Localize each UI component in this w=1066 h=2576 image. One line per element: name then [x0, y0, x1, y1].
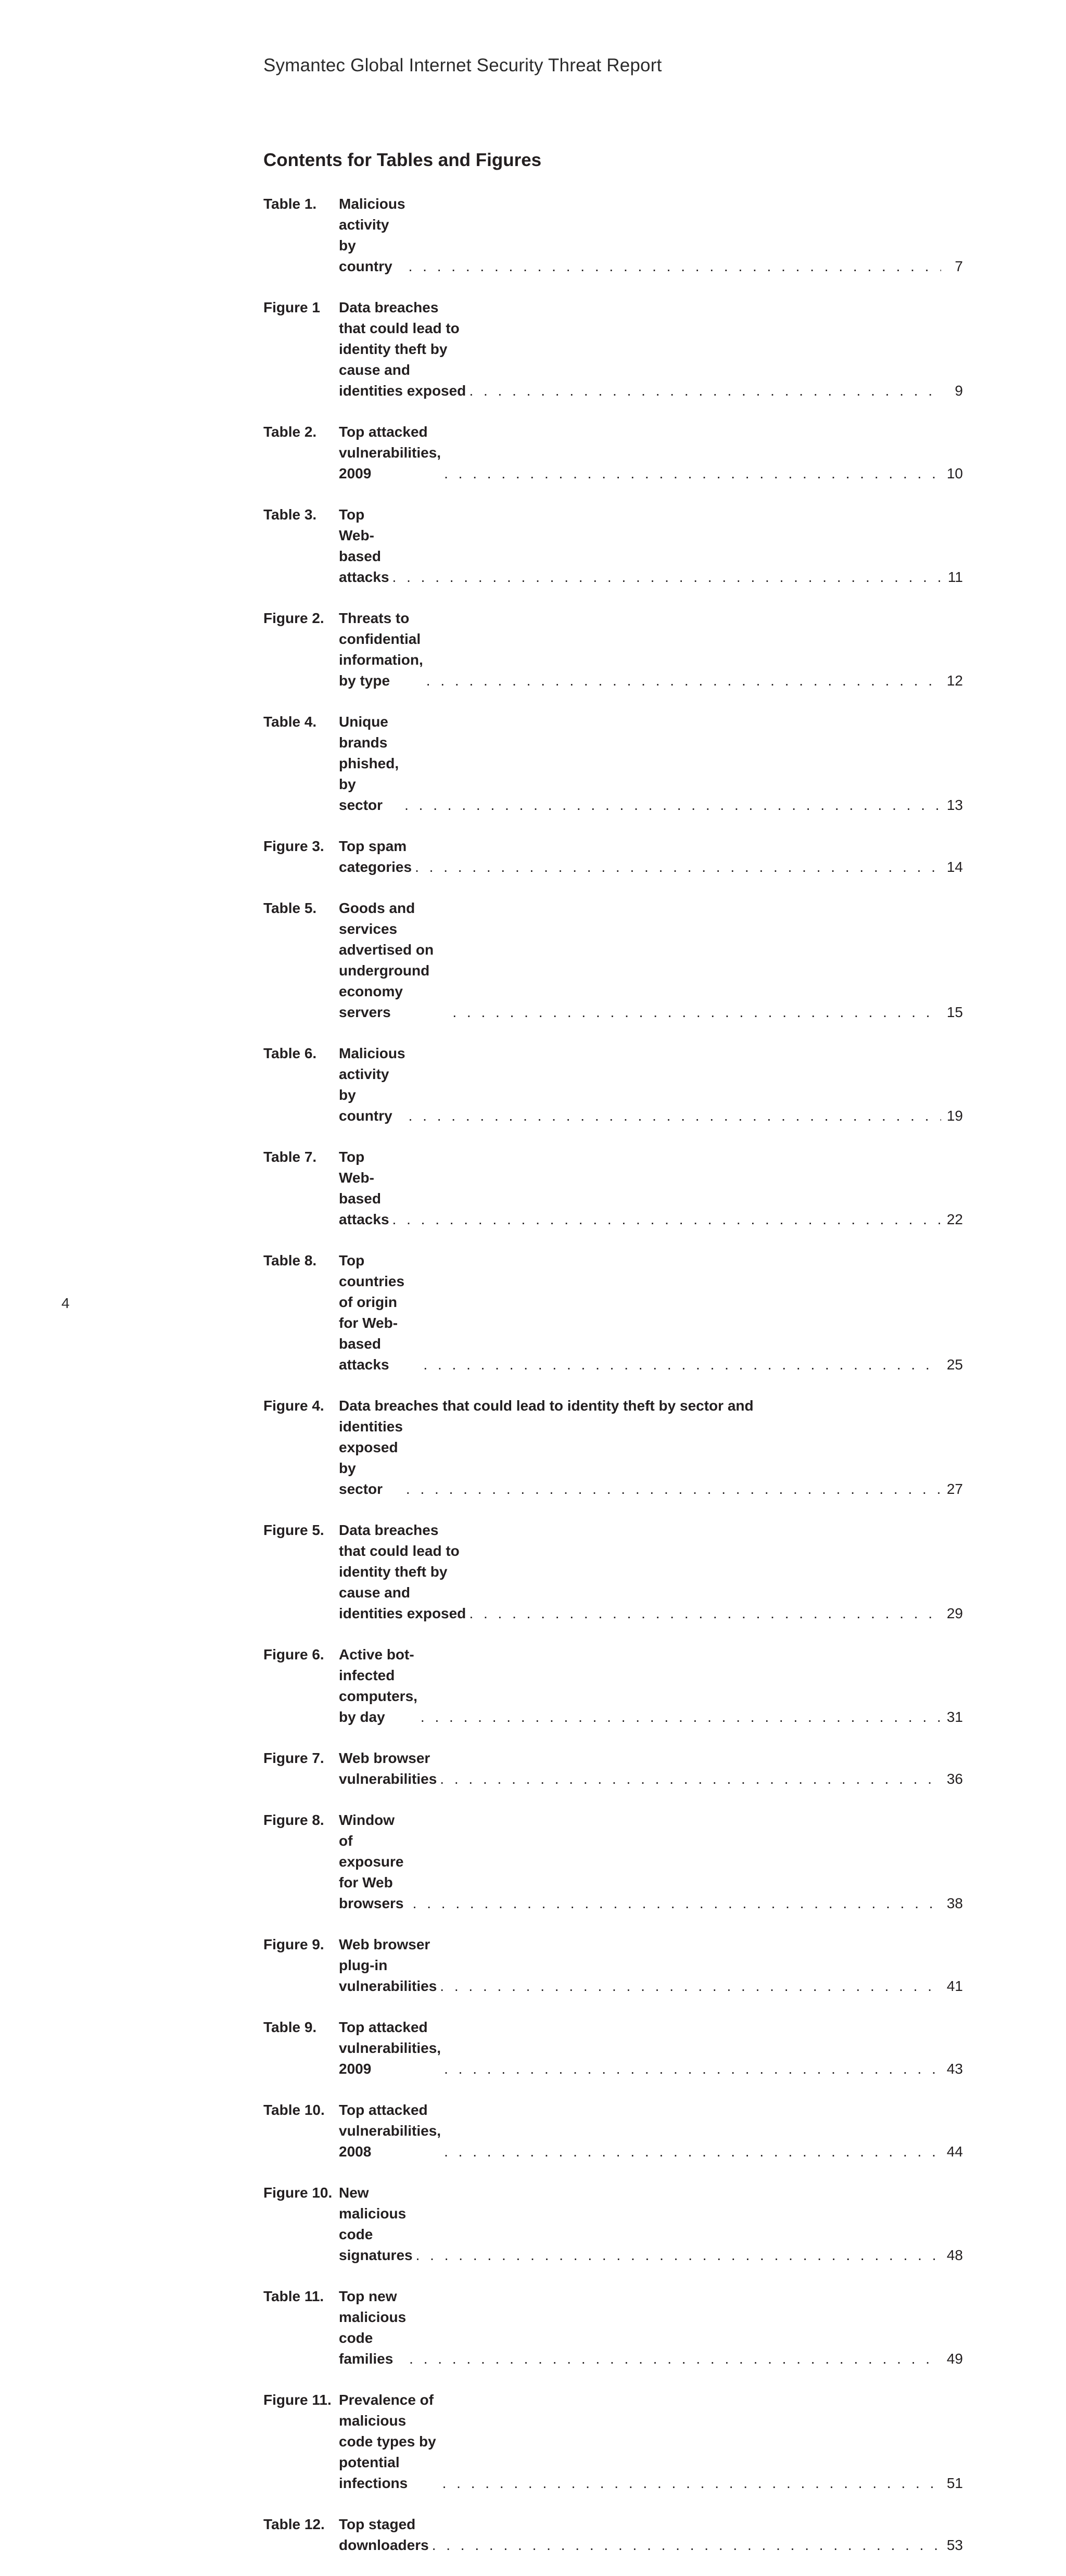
toc-entry-page: 22: [946, 1211, 963, 1227]
toc-entry[interactable]: [263, 712, 963, 816]
toc-entry-label: Table 11.: [263, 2288, 324, 2304]
toc-entry-label: Figure 7.: [263, 1750, 324, 1766]
toc-entry-title: Top new malicious code families: [339, 2288, 407, 2367]
toc-entry-label: Figure 6.: [263, 1646, 324, 1663]
toc-entry-title: Top attacked vulnerabilities, 2008: [339, 2102, 441, 2160]
toc-entry-label: Table 5.: [263, 900, 317, 916]
dot-leader: [421, 1707, 941, 1728]
toc-entry-label: Figure 11.: [263, 2392, 332, 2408]
toc-entry[interactable]: [263, 836, 963, 878]
toc-entry-page: 38: [946, 1895, 963, 1911]
toc-entry-page: 29: [946, 1605, 963, 1621]
toc-entry-page: 36: [946, 1771, 963, 1787]
toc-entry-page: 9: [955, 383, 963, 399]
toc-entry-title: Window of exposure for Web browsers: [339, 1812, 404, 1911]
dot-leader: [444, 463, 941, 484]
toc-entry-page: 43: [946, 2061, 963, 2077]
dot-leader: [469, 380, 941, 401]
toc-entry-label: Figure 4.: [263, 1398, 324, 1414]
dot-leader: [442, 2473, 941, 2494]
dot-leader: [404, 795, 941, 816]
toc-entry-label: Table 10.: [263, 2102, 325, 2118]
toc-entry[interactable]: [263, 1934, 963, 1997]
toc-list: [263, 194, 963, 2576]
toc-entry-label: Table 6.: [263, 1045, 317, 1061]
toc-entry-label: Figure 9.: [263, 1936, 324, 1952]
dot-leader: [413, 1893, 941, 1914]
toc-entry[interactable]: [263, 2390, 963, 2494]
toc-entry-page: 51: [946, 2475, 963, 2491]
toc-entry-title: New malicious code signatures: [339, 2185, 413, 2263]
dot-leader: [409, 1106, 941, 1126]
toc-entry[interactable]: [263, 1250, 963, 1375]
toc-entry-label: Table 8.: [263, 1252, 317, 1268]
toc-entry[interactable]: [263, 1748, 963, 1790]
toc-entry-title: Prevalence of malicious code types by potential infections: [339, 2392, 436, 2491]
toc-entry-title: Active bot-infected computers, by day: [339, 1646, 417, 1725]
toc-entry-label: Figure 1: [263, 299, 320, 315]
toc-entry-page: 49: [946, 2351, 963, 2367]
toc-entry-label: Table 3.: [263, 506, 317, 523]
toc-entry-label: Table 4.: [263, 714, 317, 730]
dot-leader: [423, 1354, 941, 1375]
dot-leader: [444, 2059, 941, 2079]
toc-entry[interactable]: [263, 1043, 963, 1126]
toc-entry-label: Figure 8.: [263, 1812, 324, 1828]
toc-entry-label: Figure 5.: [263, 1522, 324, 1538]
toc-entry-title: Data breaches that could lead to identity theft by cause and identities exposed: [339, 299, 466, 399]
dot-leader: [392, 567, 941, 588]
toc-entry[interactable]: [263, 504, 963, 588]
toc-entry-title: Unique brands phished, by sector: [339, 714, 399, 813]
dot-leader: [392, 1209, 941, 1230]
dot-leader: [444, 2141, 941, 2162]
toc-entry-title: Top spam categories: [339, 838, 412, 875]
toc-entry-title: Top countries of origin for Web-based attacks: [339, 1252, 405, 1373]
toc-entry-title: Top Web-based attacks: [339, 506, 389, 585]
contents-heading: Contents for Tables and Figures: [263, 150, 542, 170]
toc-entry-title: Top attacked vulnerabilities, 2009: [339, 424, 441, 481]
toc-entry-page: 14: [946, 859, 963, 875]
toc-entry-title-continued: identities exposed by sector: [339, 1418, 403, 1497]
dot-leader: [432, 2535, 941, 2556]
dot-leader: [415, 857, 941, 878]
toc-entry[interactable]: [263, 1520, 963, 1624]
dot-leader: [452, 1002, 941, 1023]
dot-leader: [426, 670, 941, 691]
toc-entry-label: Table 7.: [263, 1149, 317, 1165]
toc-entry-title: Goods and services advertised on underground economy servers: [339, 900, 434, 1020]
page-number: 4: [61, 1295, 70, 1311]
dot-leader: [409, 2349, 941, 2369]
toc-entry[interactable]: [263, 2017, 963, 2079]
toc-entry-label: Figure 2.: [263, 610, 324, 626]
toc-entry[interactable]: [263, 2100, 963, 2162]
toc-entry[interactable]: [263, 194, 963, 277]
toc-entry-title: Malicious activity by country: [339, 196, 405, 274]
toc-entry-page: 48: [946, 2247, 963, 2263]
toc-entry-label: Figure 3.: [263, 838, 324, 854]
dot-leader: [469, 1603, 941, 1624]
toc-entry-title: Web browser plug-in vulnerabilities: [339, 1936, 437, 1994]
toc-entry[interactable]: [263, 297, 963, 401]
toc-entry[interactable]: [263, 1147, 963, 1230]
dot-leader: [440, 1976, 941, 1997]
toc-entry[interactable]: [263, 1395, 963, 1500]
dot-leader: [409, 256, 941, 277]
toc-entry-page: 10: [946, 465, 963, 481]
toc-entry-title: Web browser vulnerabilities: [339, 1750, 437, 1787]
toc-entry-label: Table 9.: [263, 2019, 317, 2035]
toc-entry-title: Top staged downloaders: [339, 2516, 429, 2553]
toc-entry-label: Table 2.: [263, 424, 317, 440]
dot-leader: [440, 1769, 941, 1790]
dot-leader: [416, 2245, 941, 2266]
page-header-title: Symantec Global Internet Security Threat Report: [263, 55, 662, 75]
toc-entry[interactable]: [263, 1810, 963, 1914]
toc-entry-title: Threats to confidential information, by type: [339, 610, 423, 689]
toc-entry-label: Table 12.: [263, 2516, 325, 2532]
toc-entry-label: Figure 10.: [263, 2185, 333, 2201]
toc-entry[interactable]: [263, 2286, 963, 2369]
toc-entry-page: 41: [946, 1978, 963, 1994]
toc-entry-page: 7: [955, 258, 963, 274]
toc-entry-page: 15: [946, 1004, 963, 1020]
toc-entry-title: Top Web-based attacks: [339, 1149, 389, 1227]
toc-entry-page: 13: [946, 797, 963, 813]
toc-entry-page: 19: [946, 1108, 963, 1124]
toc-entry-title: Data breaches that could lead to identity theft by sector and: [339, 1398, 754, 1414]
dot-leader: [406, 1479, 941, 1500]
toc-entry-page: 27: [946, 1481, 963, 1497]
toc-entry[interactable]: [263, 2514, 963, 2556]
toc-entry-label: Table 1.: [263, 196, 317, 212]
toc-entry-title: Data breaches that could lead to identity theft by cause and identities exposed: [339, 1522, 466, 1621]
toc-entry-title: Top attacked vulnerabilities, 2009: [339, 2019, 441, 2077]
toc-entry-page: 31: [946, 1709, 963, 1725]
toc-entry[interactable]: [263, 1644, 963, 1728]
toc-entry-page: 12: [946, 672, 963, 689]
toc-entry[interactable]: [263, 608, 963, 691]
toc-entry-page: 44: [946, 2143, 963, 2160]
toc-entry-title: Malicious activity by country: [339, 1045, 405, 1124]
toc-entry-page: 11: [947, 569, 963, 585]
toc-entry[interactable]: [263, 898, 963, 1023]
toc-entry-page: 25: [946, 1356, 963, 1373]
toc-entry[interactable]: [263, 2182, 963, 2266]
toc-entry[interactable]: [263, 422, 963, 484]
toc-entry-page: 53: [946, 2537, 963, 2553]
